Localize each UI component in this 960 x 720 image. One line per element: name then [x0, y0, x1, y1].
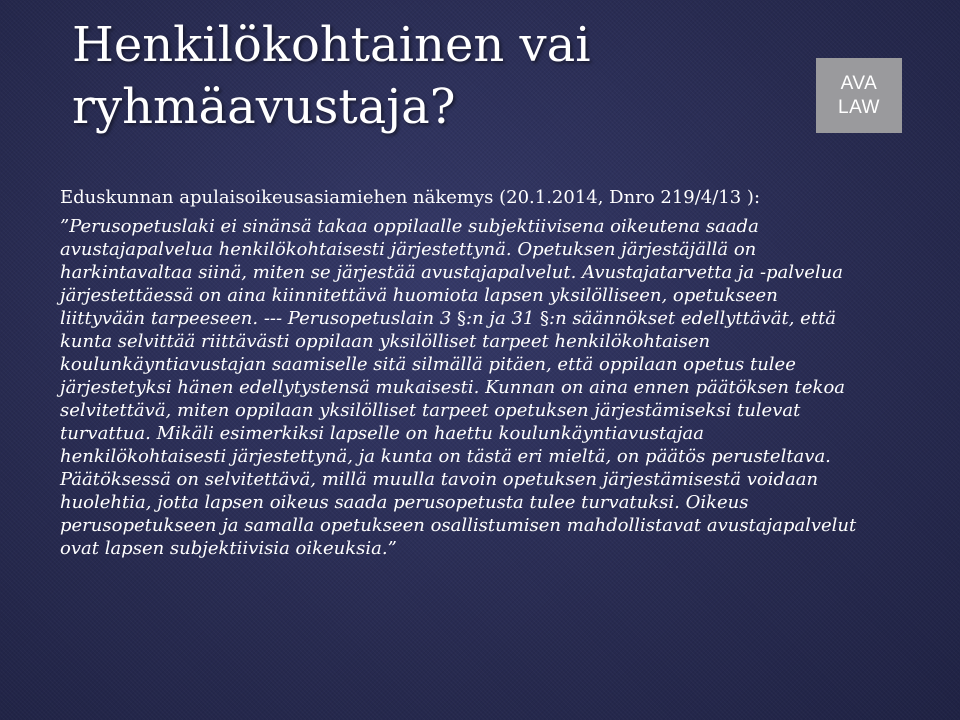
section-sign-2: §	[540, 308, 550, 329]
intro-paragraph: Eduskunnan apulaisoikeusasiamiehen näkemys (20.1.2014, Dnro 219/4/13 ):	[60, 187, 761, 208]
quote-part-2: :n ja 31	[466, 308, 541, 329]
slide-title	[72, 14, 792, 138]
ava-law-logo	[816, 58, 902, 133]
title-line-2: ryhmäavustaja?	[72, 79, 456, 135]
logo-line-1: AVA	[840, 72, 878, 94]
quote-paragraph	[60, 215, 860, 560]
logo-line-2: LAW	[838, 96, 880, 118]
quote-part-3: :n säännökset edellyttävät, että kunta selvittää riittävästi oppilaan yksilölliset tarpeet henkilökohtaisen koulunkäyntiavustajan saamiselle sitä silmällä pitäen, että oppilaan opetus tulee järjestetyksi hänen edellytystensä mukaisesti. Kunnan on aina ennen päätöksen tekoa selvitettävä, miten oppilaan yksilölliset tarpeet opetuksen järjestämiseksi tulevat turvattua. Mikäli esimerkiksi lapselle on haettu koulunkäyntiavustajaa henkilökohtaisesti järjestettynä, ja kunta on tästä eri mieltä, on päätös perusteltava. Päätöksessä on selvitettävä, millä muulla tavoin opetuksen järjestämisestä voidaan huolehtia, jotta lapsen oikeus saada perusopetusta tulee turvatuksi. Oikeus perusopetukseen ja samalla opetukseen osallistumisen mahdollistavat avustajapalvelut ovat lapsen subjektiivisia oikeuksia.”	[60, 308, 857, 559]
section-sign-1: §	[457, 308, 466, 329]
quote-part-1: ”Perusopetuslaki ei sinänsä takaa oppilaalle subjektiivisena oikeutena saada avustajapalvelua henkilökohtaisesti järjestettynä. Opetuksen järjestäjällä on harkintavaltaa siinä, miten se järjestää avustajapalvelut. Avustajatarvetta ja -palvelua järjestettäessä on aina kiinnitettävä huomiota lapsen yksilölliseen, opetukseen liittyvään tarpeeseen. --- Perusopetuslain 3	[60, 216, 843, 329]
title-line-1: Henkilökohtainen vai	[72, 17, 591, 73]
slide-body	[60, 186, 860, 560]
